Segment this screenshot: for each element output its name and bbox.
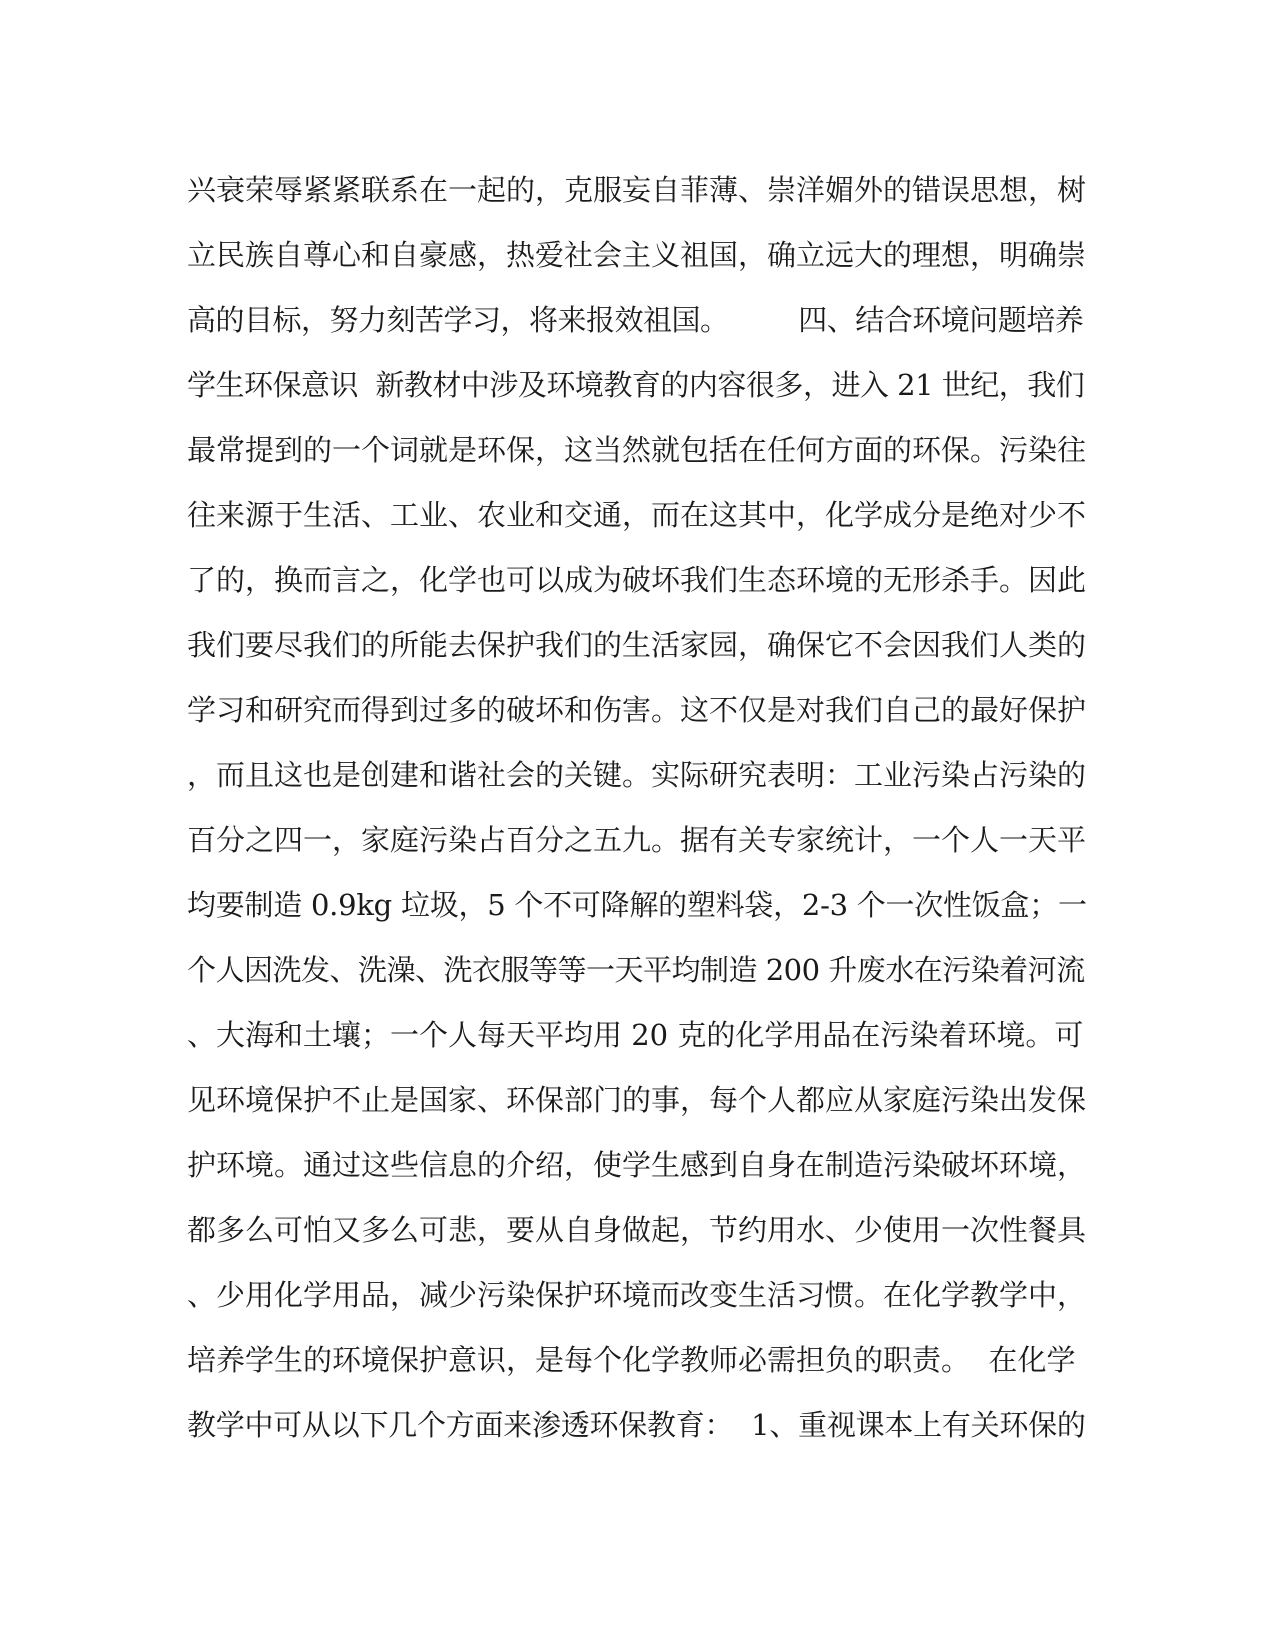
text-line: 培养学生的环境保护意识，是每个化学教师必需担负的职责。 在化学 [187,1343,1076,1377]
text-line: 都多么可怕又多么可悲，要从自身做起，节约用水、少使用一次性餐具 [187,1213,1087,1247]
text-line: 了的，换而言之，化学也可以成为破坏我们生态环境的无形杀手。因此 [187,563,1087,597]
text-line: 最常提到的一个词就是环保，这当然就包括在任何方面的环保。污染往 [187,433,1087,467]
text-line: 立民族自尊心和自豪感，热爱社会主义祖国，确立远大的理想，明确崇 [187,238,1087,272]
text-line: 兴衰荣辱紧紧联系在一起的，克服妄自菲薄、崇洋媚外的错误思想，树 [187,173,1087,207]
text-line: 、大海和土壤；一个人每天平均用 20 克的化学用品在污染着环境。可 [187,1018,1084,1052]
body-text [187,158,1087,1458]
text-line: 个人因洗发、洗澡、洗衣服等等一天平均制造 200 升废水在污染着河流 [187,953,1085,987]
text-line: 护环境。通过这些信息的介绍，使学生感到自身在制造污染破坏环境， [187,1148,1087,1182]
text-line: 学习和研究而得到过多的破坏和伤害。这不仅是对我们自己的最好保护 [187,693,1087,727]
text-line: 我们要尽我们的所能去保护我们的生活家园，确保它不会因我们人类的 [187,628,1087,662]
text-line: 均要制造 0.9kg 垃圾，5 个不可降解的塑料袋，2-3 个一次性饭盒；一 [187,888,1087,922]
text-line: 百分之四一，家庭污染占百分之五九。据有关专家统计，一个人一天平 [187,823,1087,857]
text-line: 、少用化学用品，减少污染保护环境而改变生活习惯。在化学教学中， [187,1278,1087,1312]
text-line: ，而且这也是创建和谐社会的关键。实际研究表明：工业污染占污染的 [187,758,1087,792]
text-line: 学生环保意识 新教材中涉及环境教育的内容很多，进入 21 世纪，我们 [187,368,1085,402]
text-line: 教学中可从以下几个方面来渗透环保教育： 1、重视课本上有关环保的 [187,1408,1086,1442]
text-line: 高的目标，努力刻苦学习，将来报效祖国。 四、结合环境问题培养 [187,303,1084,337]
text-line: 见环境保护不止是国家、环保部门的事，每个人都应从家庭污染出发保 [187,1083,1087,1117]
text-line: 往来源于生活、工业、农业和交通，而在这其中，化学成分是绝对少不 [187,498,1087,532]
